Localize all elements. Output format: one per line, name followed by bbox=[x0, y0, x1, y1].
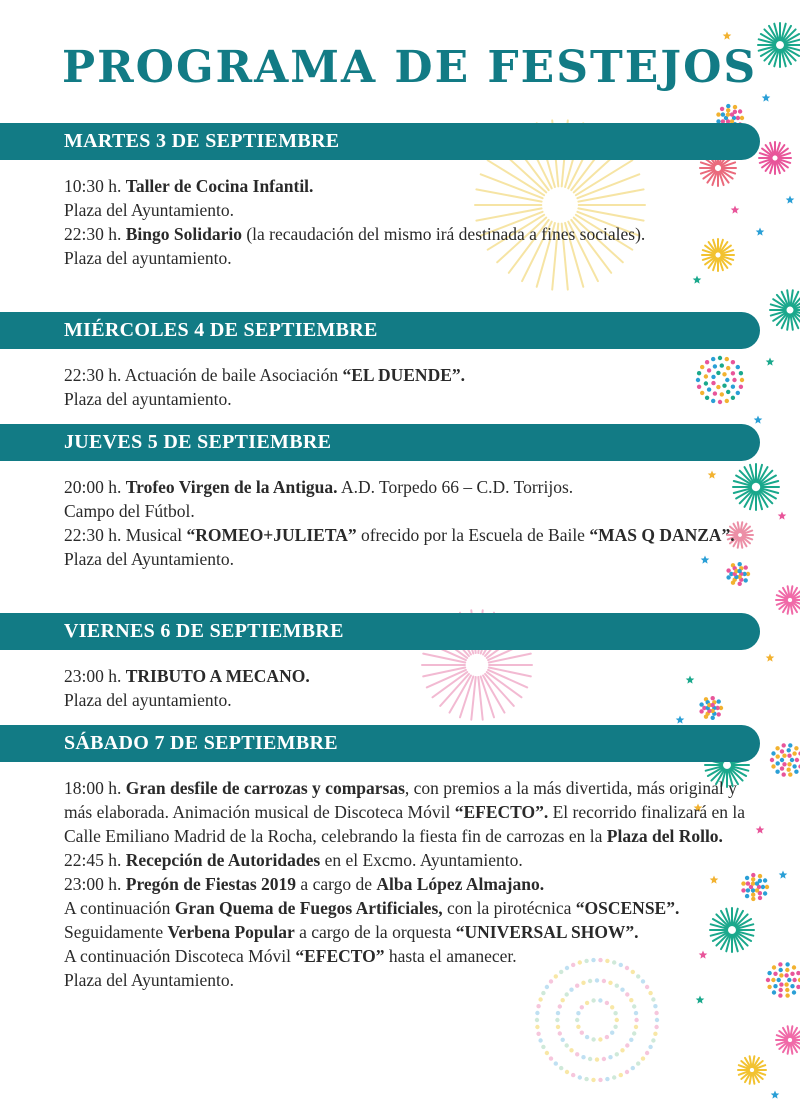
day-section-saturday bbox=[0, 725, 760, 992]
event-line bbox=[64, 848, 760, 872]
firework-dot bbox=[763, 891, 767, 895]
firework-dot bbox=[770, 758, 774, 762]
firework-dot bbox=[782, 772, 786, 776]
firework-dot bbox=[794, 770, 798, 774]
firework-dot bbox=[790, 972, 794, 976]
firework-dot bbox=[765, 885, 769, 889]
firework-dot bbox=[777, 978, 781, 982]
firework-dot bbox=[726, 108, 730, 112]
firework-dot bbox=[782, 754, 786, 758]
event-line bbox=[64, 222, 754, 246]
firework-dot bbox=[782, 762, 786, 766]
firework-dot bbox=[787, 748, 791, 752]
firework-dot bbox=[792, 990, 796, 994]
bold-text: “ROMEO+JULIETA” bbox=[186, 525, 357, 545]
firework-dot bbox=[720, 107, 724, 111]
firework-dot bbox=[778, 962, 782, 966]
firework-dot bbox=[576, 1011, 580, 1015]
bold-text: “OSCENSE”. bbox=[575, 898, 680, 918]
day-heading: JUEVES 5 DE SEPTIEMBRE bbox=[0, 424, 760, 461]
firework-dot bbox=[767, 971, 771, 975]
firework-dot bbox=[730, 112, 734, 116]
firework-dot bbox=[584, 1077, 588, 1081]
firework-dot bbox=[655, 1018, 659, 1022]
text-run: (la recaudación del mismo irá destinada a fines sociales). bbox=[241, 224, 646, 244]
day-section-tuesday bbox=[0, 123, 760, 270]
firework-dot bbox=[779, 973, 783, 977]
firework-dot bbox=[571, 1073, 575, 1077]
star-decoration bbox=[778, 512, 787, 520]
text-run: Campo del Fútbol. bbox=[64, 501, 195, 521]
firework-dot bbox=[736, 116, 740, 120]
event-line bbox=[64, 547, 760, 571]
bold-text: Taller de Cocina Infantil. bbox=[125, 176, 314, 196]
firework-dot bbox=[787, 768, 791, 772]
firework-dot bbox=[711, 716, 715, 720]
firework-dot bbox=[581, 1055, 585, 1059]
page-title: PROGRAMA DE FESTEJOS bbox=[62, 42, 758, 93]
firework-dot bbox=[591, 1037, 595, 1041]
text-run: Seguidamente bbox=[64, 922, 168, 942]
firework-dot bbox=[605, 1077, 609, 1081]
firework-dot bbox=[654, 1025, 658, 1029]
firework-dot bbox=[776, 754, 780, 758]
bold-text: Pregón de Fiestas 2019 bbox=[125, 874, 297, 894]
text-run: 22:30 h. Musical bbox=[64, 525, 187, 545]
firework-dot bbox=[792, 751, 796, 755]
firework-dot bbox=[794, 746, 798, 750]
firework-dot bbox=[761, 885, 765, 889]
bold-text: Bingo Solidario bbox=[125, 224, 242, 244]
text-run: 23:00 h. bbox=[64, 666, 126, 686]
firework-dot bbox=[796, 985, 800, 989]
firework-dot bbox=[790, 984, 794, 988]
bold-text: Gran desfile de carrozas y comparsas bbox=[125, 778, 405, 798]
bold-text: “MAS Q DANZA”. bbox=[589, 525, 735, 545]
firework-dot bbox=[632, 1031, 636, 1035]
firework-dot bbox=[744, 578, 748, 582]
firework-dot bbox=[790, 758, 794, 762]
event-line bbox=[64, 499, 760, 523]
bold-text: Verbena Popular bbox=[167, 922, 295, 942]
firework-dot bbox=[554, 1061, 558, 1065]
firework-dot bbox=[598, 1078, 602, 1082]
firework-dot bbox=[726, 112, 730, 116]
firework-dot bbox=[733, 105, 737, 109]
text-run: 22:30 h. Actuación de baile Asociación bbox=[64, 365, 343, 385]
day-section-thursday bbox=[0, 424, 760, 571]
bold-text: Gran Quema de Fuegos Artificiales, bbox=[174, 898, 443, 918]
firework-dot bbox=[634, 1018, 638, 1022]
event-line bbox=[64, 872, 760, 896]
bold-text: Plaza del Rollo. bbox=[606, 826, 723, 846]
event-list bbox=[0, 461, 760, 571]
firework-dot bbox=[767, 985, 771, 989]
event-line bbox=[64, 523, 754, 547]
firework-dot bbox=[605, 1035, 609, 1039]
firework-dot bbox=[785, 968, 789, 972]
event-line bbox=[64, 968, 760, 992]
firework-dot bbox=[632, 1004, 636, 1008]
text-run: Plaza del ayuntamiento. bbox=[64, 248, 232, 268]
firework-dot bbox=[784, 982, 788, 986]
star-decoration bbox=[766, 358, 775, 366]
day-heading: MARTES 3 DE SEPTIEMBRE bbox=[0, 123, 760, 160]
firework-dot bbox=[726, 104, 730, 108]
firework-dot bbox=[779, 988, 783, 992]
firework-dot bbox=[602, 1057, 606, 1061]
firework-dot bbox=[613, 1011, 617, 1015]
firework-dot bbox=[598, 1037, 602, 1041]
event-list bbox=[0, 160, 760, 270]
text-run: 10:30 h. bbox=[64, 176, 126, 196]
bold-text: Alba López Almajano. bbox=[376, 874, 545, 894]
text-run: a cargo de bbox=[296, 874, 377, 894]
day-section-friday bbox=[0, 613, 760, 712]
text-run: A continuación bbox=[64, 898, 175, 918]
text-run: 22:30 h. bbox=[64, 224, 126, 244]
firework-dot bbox=[780, 749, 784, 753]
firework-dot bbox=[634, 1011, 638, 1015]
firework-dot bbox=[595, 1057, 599, 1061]
bold-text: “EFECTO”. bbox=[454, 802, 549, 822]
firework-dot bbox=[549, 1056, 553, 1060]
firework-dot bbox=[575, 1052, 579, 1056]
firework-dot bbox=[536, 1032, 540, 1036]
firework-dot bbox=[788, 743, 792, 747]
firework-dot bbox=[629, 1038, 633, 1042]
firework-dot bbox=[588, 1057, 592, 1061]
day-section-wednesday bbox=[0, 312, 760, 411]
firework-dot bbox=[610, 1031, 614, 1035]
firework-dot bbox=[565, 1043, 569, 1047]
firework-dot bbox=[620, 1048, 624, 1052]
firework-dot bbox=[634, 1025, 638, 1029]
firework-dot bbox=[641, 1056, 645, 1060]
firework-dot bbox=[651, 997, 655, 1001]
firework-dot bbox=[538, 997, 542, 1001]
bold-text: “EFECTO” bbox=[295, 946, 385, 966]
firework-dot bbox=[788, 772, 792, 776]
firework-dot bbox=[775, 746, 779, 750]
firework-dot bbox=[591, 1078, 595, 1082]
firework-dot bbox=[612, 1075, 616, 1079]
event-line bbox=[64, 688, 760, 712]
event-list bbox=[0, 349, 760, 411]
text-run: Plaza del Ayuntamiento. bbox=[64, 549, 234, 569]
firework-dot bbox=[536, 1004, 540, 1008]
firework-dot bbox=[541, 1045, 545, 1049]
firework-dot bbox=[556, 1011, 560, 1015]
firework-dot bbox=[766, 978, 770, 982]
firework-dot bbox=[575, 1018, 579, 1022]
firework-dot bbox=[740, 116, 744, 120]
firework-dot bbox=[716, 112, 720, 116]
firework-dot bbox=[569, 1048, 573, 1052]
firework-dot bbox=[645, 1051, 649, 1055]
firework-dot bbox=[585, 1035, 589, 1039]
firework-dot bbox=[772, 965, 776, 969]
text-run: , con premios a la más divertida, más original y más elaborada. Animación musical de Discoteca Móvil bbox=[64, 778, 737, 822]
text-run: Plaza del Ayuntamiento. bbox=[64, 200, 234, 220]
text-run: A continuación Discoteca Móvil bbox=[64, 946, 296, 966]
firework-dot bbox=[785, 962, 789, 966]
firework-dot bbox=[648, 1045, 652, 1049]
firework-dot bbox=[613, 1025, 617, 1029]
firework-dot bbox=[625, 1043, 629, 1047]
text-run: Plaza del ayuntamiento. bbox=[64, 690, 232, 710]
event-list bbox=[0, 762, 760, 992]
event-line bbox=[64, 198, 760, 222]
firework-dot bbox=[580, 1031, 584, 1035]
firework-dot bbox=[772, 990, 776, 994]
text-run: 20:00 h. bbox=[64, 477, 126, 497]
firework-dot bbox=[558, 1004, 562, 1008]
bold-text: Trofeo Virgen de la Antigua. bbox=[125, 477, 338, 497]
firework-dot bbox=[585, 1001, 589, 1005]
firework-dot bbox=[651, 1038, 655, 1042]
star-decoration bbox=[779, 871, 788, 879]
firework-dot bbox=[629, 998, 633, 1002]
firework-dot bbox=[792, 965, 796, 969]
star-decoration bbox=[762, 94, 771, 102]
firework-dot bbox=[780, 758, 784, 762]
firework-dot bbox=[565, 1070, 569, 1074]
text-run: Plaza del ayuntamiento. bbox=[64, 389, 232, 409]
firework-dot bbox=[726, 575, 730, 579]
event-line bbox=[64, 896, 760, 920]
star-decoration bbox=[696, 996, 705, 1004]
bold-text: “UNIVERSAL SHOW”. bbox=[455, 922, 639, 942]
firework-dot bbox=[721, 112, 725, 116]
firework-dot bbox=[771, 751, 775, 755]
bold-text: Recepción de Autoridades bbox=[125, 850, 321, 870]
firework-dot bbox=[556, 1025, 560, 1029]
firework-dot bbox=[555, 1018, 559, 1022]
firework-dot bbox=[535, 1018, 539, 1022]
firework-dot bbox=[792, 764, 796, 768]
event-line bbox=[64, 776, 754, 848]
event-line bbox=[64, 664, 760, 688]
event-line bbox=[64, 475, 760, 499]
text-run: 22:45 h. bbox=[64, 850, 126, 870]
firework-dot bbox=[615, 1018, 619, 1022]
firework-dot bbox=[773, 972, 777, 976]
firework-dot bbox=[561, 998, 565, 1002]
firework-dot bbox=[782, 743, 786, 747]
firework-dot bbox=[598, 998, 602, 1002]
firework-dot bbox=[785, 993, 789, 997]
firework-dot bbox=[565, 992, 569, 996]
firework-dot bbox=[535, 1011, 539, 1015]
text-run: 18:00 h. bbox=[64, 778, 126, 798]
firework-dot bbox=[717, 712, 721, 716]
day-heading: VIERNES 6 DE SEPTIEMBRE bbox=[0, 613, 760, 650]
text-run: a cargo de la orquesta bbox=[294, 922, 456, 942]
firework-dot bbox=[787, 978, 791, 982]
event-line bbox=[64, 387, 760, 411]
text-run: con la pirotécnica bbox=[442, 898, 576, 918]
firework-dot bbox=[738, 582, 742, 586]
text-run: El recorrido finalizará en la Calle Emiliano Madrid de la Rocha, celebrando la fiesta fin de carrozas en la bbox=[64, 802, 745, 846]
firework-dot bbox=[738, 109, 742, 113]
firework-dot bbox=[625, 992, 629, 996]
firework-dot bbox=[608, 1055, 612, 1059]
star-decoration bbox=[693, 276, 702, 284]
firework-dot bbox=[591, 998, 595, 1002]
star-decoration bbox=[786, 196, 795, 204]
firework-dot bbox=[778, 993, 782, 997]
firework-dot bbox=[776, 761, 780, 765]
bold-text: “EL DUENDE”. bbox=[342, 365, 466, 385]
star-decoration bbox=[676, 716, 685, 724]
text-run: 23:00 h. bbox=[64, 874, 126, 894]
star-decoration bbox=[771, 1091, 780, 1099]
event-list bbox=[0, 650, 760, 712]
text-run: Plaza del Ayuntamiento. bbox=[64, 970, 234, 990]
event-line bbox=[64, 246, 760, 270]
firework-dot bbox=[580, 1005, 584, 1009]
firework-dot bbox=[795, 758, 799, 762]
firework-dot bbox=[561, 1038, 565, 1042]
bold-text: TRIBUTO A MECANO. bbox=[125, 666, 310, 686]
firework-dot bbox=[784, 973, 788, 977]
firework-dot bbox=[785, 988, 789, 992]
firework-dot bbox=[558, 1031, 562, 1035]
firework-dot bbox=[779, 968, 783, 972]
event-line bbox=[64, 920, 760, 944]
text-run: hasta el amanecer. bbox=[384, 946, 517, 966]
firework-dot bbox=[605, 1001, 609, 1005]
text-run: en el Excmo. Ayuntamiento. bbox=[320, 850, 523, 870]
firework-dot bbox=[578, 1075, 582, 1079]
firework-dot bbox=[653, 1032, 657, 1036]
firework-dot bbox=[636, 1061, 640, 1065]
event-line bbox=[64, 174, 760, 198]
firework-dot bbox=[610, 1005, 614, 1009]
firework-dot bbox=[615, 1052, 619, 1056]
event-line bbox=[64, 363, 760, 387]
firework-dot bbox=[771, 764, 775, 768]
text-run: A.D. Torpedo 66 – C.D. Torrijos. bbox=[337, 477, 574, 497]
firework-dot bbox=[787, 754, 791, 758]
firework-dot bbox=[619, 1073, 623, 1077]
firework-dot bbox=[779, 982, 783, 986]
firework-dot bbox=[763, 878, 767, 882]
firework-dot bbox=[775, 770, 779, 774]
firework-dot bbox=[535, 1025, 539, 1029]
firework-dot bbox=[538, 1038, 542, 1042]
day-heading: MIÉRCOLES 4 DE SEPTIEMBRE bbox=[0, 312, 760, 349]
firework-dot bbox=[631, 1066, 635, 1070]
firework-dot bbox=[559, 1066, 563, 1070]
firework-dot bbox=[773, 984, 777, 988]
star-decoration bbox=[766, 654, 775, 662]
text-run: ofrecido por la Escuela de Baile bbox=[356, 525, 590, 545]
firework-dot bbox=[787, 762, 791, 766]
firework-dot bbox=[625, 1070, 629, 1074]
firework-dot bbox=[653, 1004, 657, 1008]
firework-dot bbox=[796, 971, 800, 975]
star-decoration bbox=[754, 416, 763, 424]
firework-dot bbox=[654, 1011, 658, 1015]
day-heading: SÁBADO 7 DE SEPTIEMBRE bbox=[0, 725, 760, 762]
firework-dot bbox=[780, 766, 784, 770]
firework-dot bbox=[792, 978, 796, 982]
firework-dot bbox=[545, 1051, 549, 1055]
firework-dot bbox=[576, 1025, 580, 1029]
event-line bbox=[64, 944, 760, 968]
firework-dot bbox=[771, 978, 775, 982]
